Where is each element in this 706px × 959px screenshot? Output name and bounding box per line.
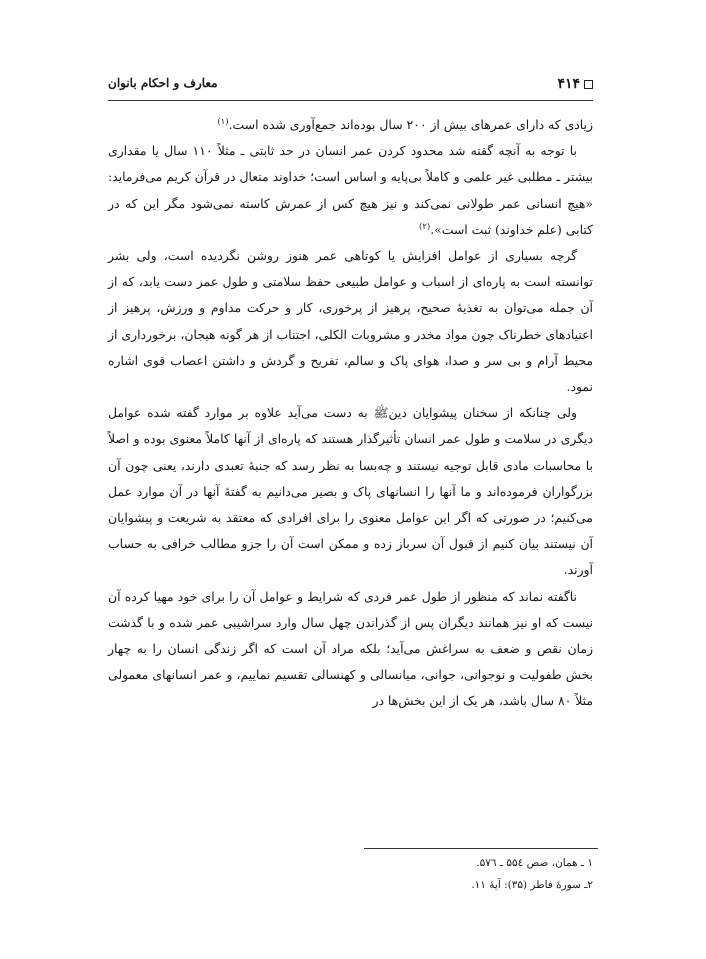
footnote-divider <box>364 848 598 849</box>
footnote-reference: (۲) <box>419 221 431 232</box>
footnote-reference: (۱) <box>217 116 229 127</box>
paragraph <box>108 400 593 583</box>
page-number-block <box>557 76 593 92</box>
paragraph-text: ولی چنانکه از سخنان پیشوایان دینﷺ به دست می‌آید علاوه بر موارد گفته شده عوامل دیگری در سلامت و طول عمر انسان تأثیرگذار هستند که پاره‌ای از آنها کاملاً معنوی بوده و اصلاً با محاسبات مادی قابل توجیه نیستند و چه‌بسا به نظر رسد که جنبهٔ تعبدی دارند، یعنی چون آن بزرگواران فرموده‌اند و ما آنها را انسانهای پاک و بصیر می‌دانیم به گفتهٔ آنها در آن موارد عمل می‌کنیم؛ در صورتی که اگر این عوامل معنوی را برای افرادی که معتقد به شریعت و پیشوایان آن نیستند بیان کنیم از قبول آن سرباز زده و ممکن است آن را جزو مطالب خرافی به حساب آورند. <box>108 405 593 578</box>
footnotes <box>108 852 593 896</box>
paragraph <box>108 138 593 243</box>
running-header <box>108 72 593 96</box>
square-bullet-icon <box>584 80 593 89</box>
paragraph <box>108 112 593 138</box>
header-divider <box>108 100 593 101</box>
paragraph <box>108 584 593 715</box>
paragraph <box>108 243 593 400</box>
footnote: ۱ ـ همان، صص ۵۵٤ ـ ۵۷٦. <box>476 857 593 869</box>
page-number: ۴۱۴ <box>557 76 580 92</box>
paragraph-text: گرچه بسیاری از عوامل افزایش یا کوتاهی عمر هنوز روشن نگردیده است، ولی بشر توانسته است به پاره‌ای از اسباب و عوامل طبیعی حفظ سلامتی و طول عمر دست یابد، که از آن جمله می‌توان به تغذیهٔ صحیح، پرهیز از پرخوری، کار و حرکت مداوم و ورزش، پرهیز از اعتیادهای خطرناک چون مواد مخدر و مشروبات الکلی، اجتناب از هر گونه هیجان، برخورداری از محیط آرام و بی سر و صدا، هوای پاک و سالم، تفریح و گردش و داشتن اعصاب قوی اشاره نمود. <box>108 248 593 395</box>
running-title: معارف و احکام بانوان <box>108 76 218 90</box>
paragraph-text: با توجه به آنچه گفته شد محدود کردن عمر انسان در حد ثابتی ـ مثلاً ۱۱۰ سال یا مقداری بیشتر ـ مطلبی غیر علمی و کاملاً بی‌پایه و اساس است؛ خداوند متعال در قرآن کریم می‌فرماید: «هیچ انسانی عمر طولانی نمی‌کند و نیز هیچ کس از عمرش کاسته نمی‌شود مگر این که در کتابی (علم خداوند) ثبت است». <box>108 143 593 237</box>
footnote: ۲ـ سورهٔ فاطر (۳۵): آیهٔ ۱۱. <box>471 879 593 891</box>
body-text <box>108 112 593 715</box>
paragraph-text: زیادی که دارای عمرهای بیش از ۲۰۰ سال بوده‌اند جمع‌آوری شده است. <box>228 117 593 132</box>
paragraph-text: ناگفته نماند که منظور از طول عمر فردی که شرایط و عوامل آن را برای خود مهیا کرده آن نیست که او نیز همانند دیگران پس از گذراندن چهل سال وارد سراشیبی عمر شده و با گذشت زمان نقص و ضعف به سراغش می‌آید؛ بلکه مراد آن است که اگر زندگی انسان را به چهار بخش طفولیت و نوجوانی، جوانی، میانسالی و کهنسالی تقسیم نماییم، و عمر انسانهای معمولی مثلاً ۸۰ سال باشد، هر یک از این بخش‌ها در <box>108 588 593 709</box>
